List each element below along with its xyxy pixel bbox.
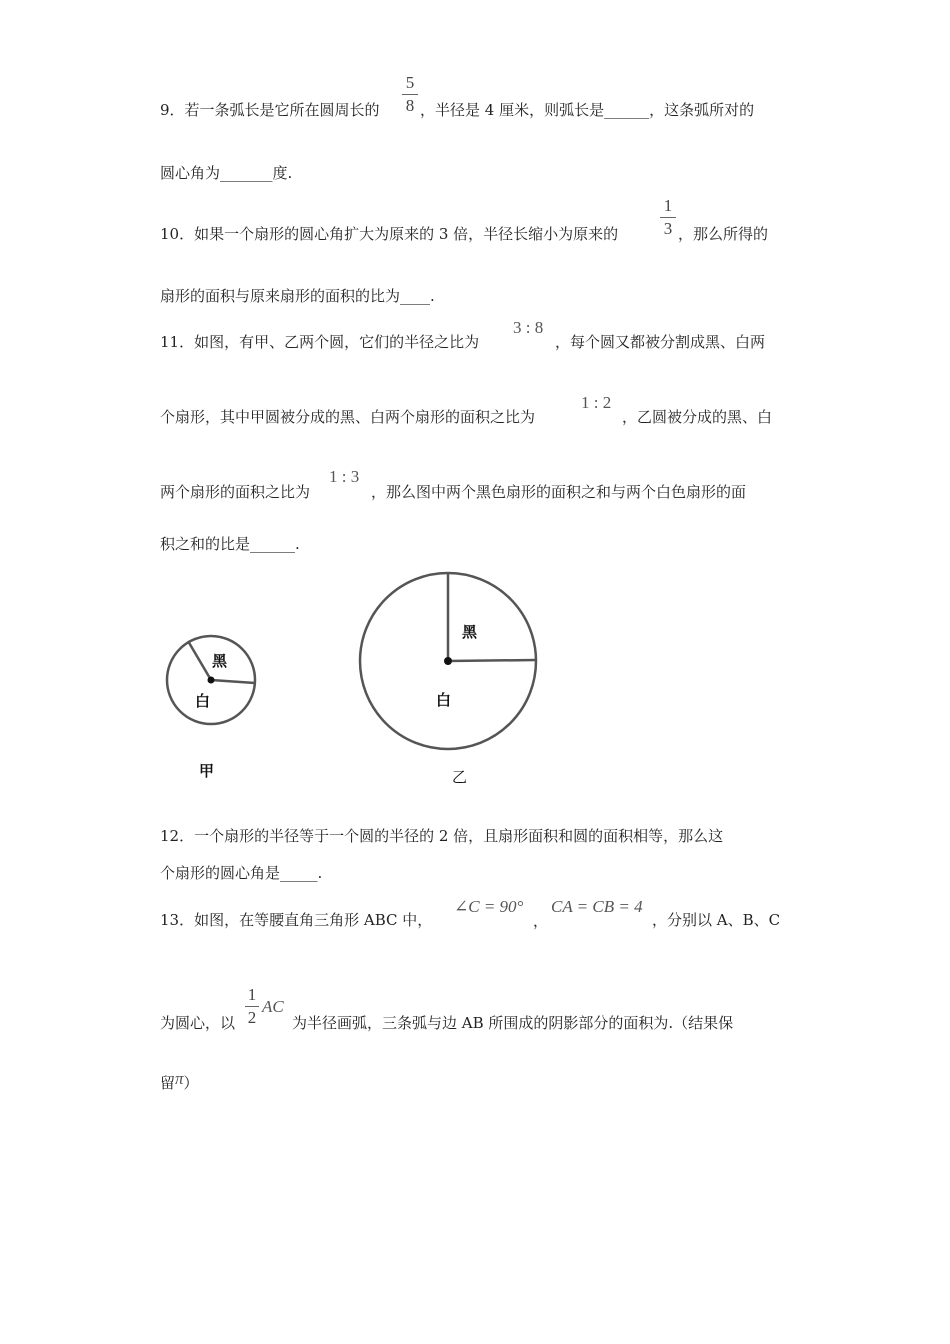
q10-text-a: 10．如果一个扇形的圆心角扩大为原来的 3 倍，半径长缩小为原来的 bbox=[160, 225, 619, 243]
q11-line4: 积之和的比是______. bbox=[160, 535, 300, 553]
q13-line1 bbox=[160, 910, 432, 930]
q13-frac-tail: AC bbox=[262, 997, 284, 1016]
q9-text-a: 9．若一条弧长是它所在圆周长的 bbox=[160, 101, 380, 119]
q13-frac-den: 2 bbox=[247, 1008, 257, 1027]
jia-black-label: 黑 bbox=[212, 652, 228, 670]
q13-line2-b: 为半径画弧，三条弧与边 AB 所围成的阴影部分的面积为.（结果保 bbox=[292, 1014, 734, 1032]
q10-text-b: ，那么所得的 bbox=[678, 225, 769, 243]
q13-line3 bbox=[160, 1069, 199, 1093]
q12-line2: 个扇形的圆心角是_____. bbox=[160, 864, 323, 882]
q13-angle: ∠C = 90° bbox=[454, 897, 524, 916]
q11-line3-b: ，那么图中两个黑色扇形的面积之和与两个白色扇形的面 bbox=[371, 483, 747, 501]
circle-yi-radius-2 bbox=[448, 660, 536, 661]
q13-sides: CA = CB = 4 bbox=[551, 897, 643, 916]
q11-line2-b: ，乙圆被分成的黑、白 bbox=[622, 408, 773, 426]
q11-ratio2: 1 : 2 bbox=[581, 393, 612, 412]
q9-text-b: ，半径是 4 厘米，则弧长是______，这条弧所对的 bbox=[420, 101, 755, 119]
jia-white-label: 白 bbox=[195, 692, 211, 710]
yi-white-label: 白 bbox=[436, 691, 452, 709]
q13-fraction bbox=[245, 986, 259, 1027]
yi-name-label: 乙 bbox=[452, 768, 468, 786]
q13-line1-b: ，分别以 A、B、C bbox=[652, 911, 781, 929]
q9-frac-den: 8 bbox=[405, 96, 415, 115]
jia-name-label: 甲 bbox=[199, 762, 215, 780]
yi-black-label: 黑 bbox=[462, 623, 478, 641]
q10-line2: 扇形的面积与原来扇形的面积的比为____. bbox=[160, 287, 435, 305]
q13-line2 bbox=[160, 1013, 235, 1033]
q13-text-2a: 为圆心，以 bbox=[160, 1014, 236, 1032]
circle-jia-radius-1 bbox=[188, 641, 211, 680]
q11-ratio1: 3 : 8 bbox=[513, 318, 544, 337]
q13-text-a: 13．如图，在等腰直角三角形 ABC 中， bbox=[160, 911, 433, 929]
q11-text-a: 11．如图，有甲、乙两个圆，它们的半径之比为 bbox=[160, 333, 480, 351]
circle-jia-radius-2 bbox=[211, 680, 255, 683]
q10-frac-num: 1 bbox=[663, 196, 673, 215]
circle-jia-center bbox=[208, 677, 215, 684]
q13-frac-num: 1 bbox=[247, 985, 257, 1004]
q11-ratio3: 1 : 3 bbox=[329, 467, 360, 486]
q11-line1-b: ，每个圆又都被分割成黑、白两 bbox=[555, 333, 766, 351]
q9-frac-num: 5 bbox=[405, 73, 415, 92]
q10-frac-den: 3 bbox=[663, 219, 673, 238]
q13-text-3b: ） bbox=[183, 1074, 199, 1092]
circle-yi-center bbox=[444, 657, 452, 665]
q13-comma: ， bbox=[533, 912, 549, 930]
q13-text-3a: 留 bbox=[160, 1074, 176, 1092]
q11-text-2a: 个扇形，其中甲圆被分成的黑、白两个扇形的面积之比为 bbox=[160, 408, 536, 426]
q13-pi: π bbox=[175, 1069, 184, 1088]
q12-line1: 12．一个扇形的半径等于一个圆的半径的 2 倍，且扇形面积和圆的面积相等，那么这 bbox=[160, 827, 724, 845]
q9-line2: 圆心角为_______度. bbox=[160, 164, 293, 182]
q11-text-3a: 两个扇形的面积之比为 bbox=[160, 483, 311, 501]
